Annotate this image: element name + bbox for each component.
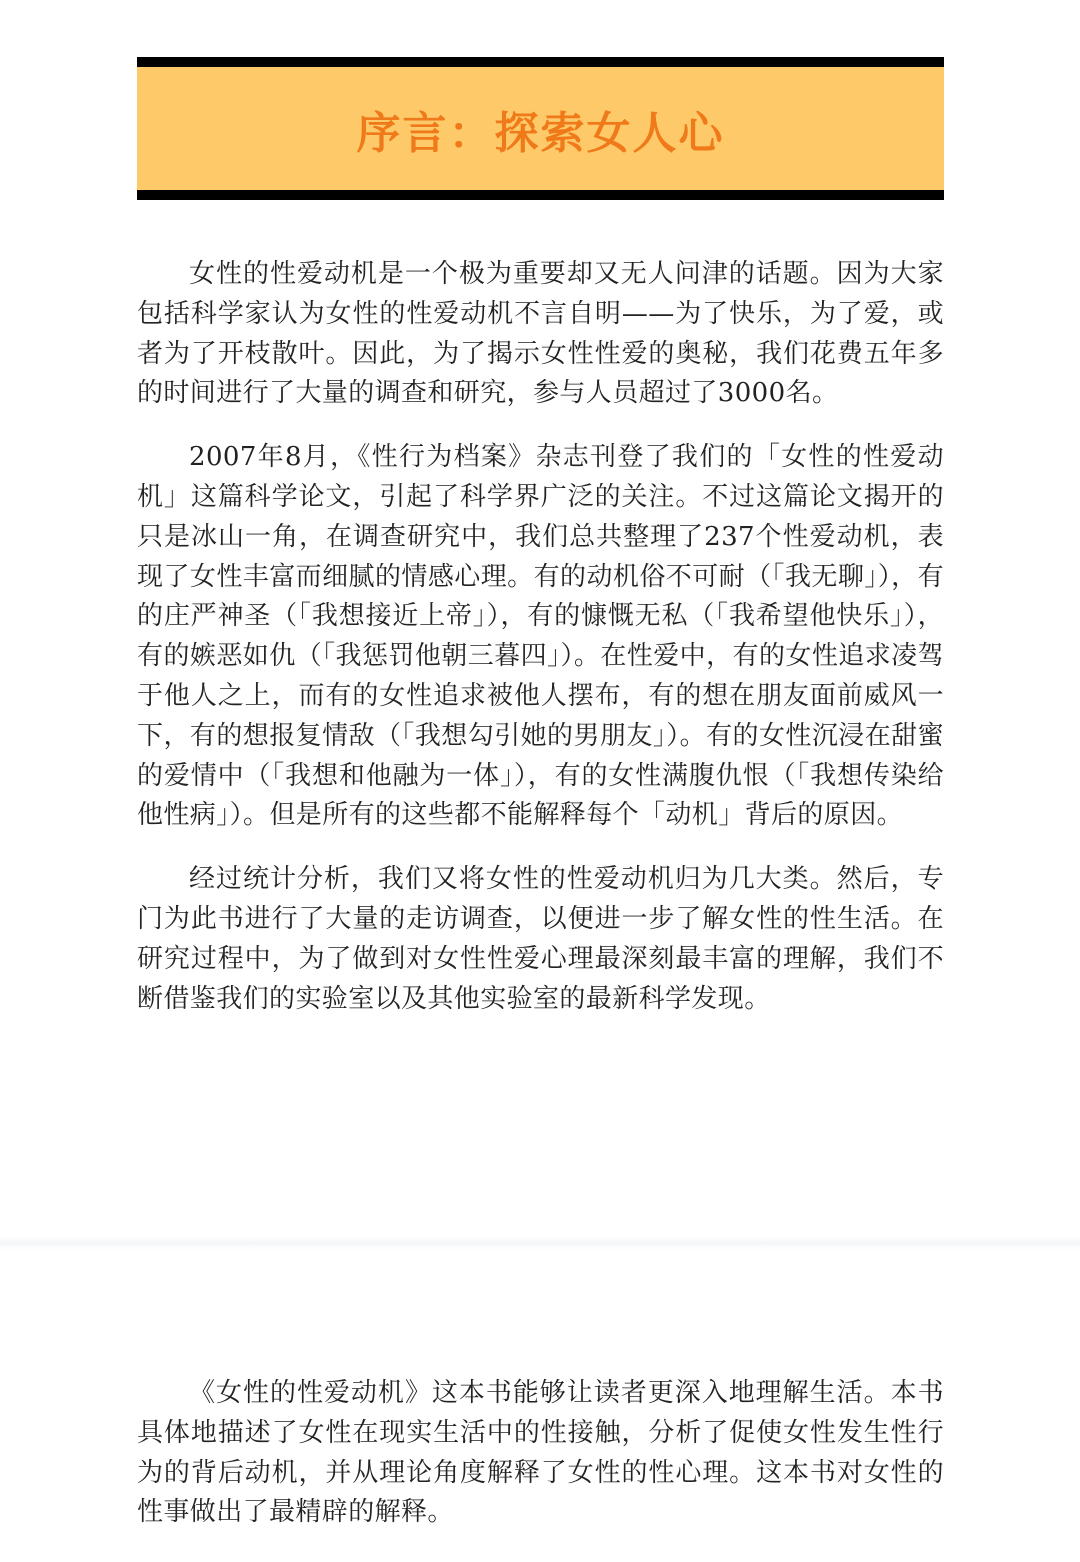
page-separator	[0, 1236, 1080, 1250]
page-two-body	[137, 1374, 944, 1557]
paragraph-4: 《女性的性爱动机》这本书能够让读者更深入地理解生活。本书具体地描述了女性在现实生活中的性接触，分析了促使女性发生性行为的背后动机，并从理论角度解释了女性的性心理。这本书对女性的性事做出了最精辟的解释。	[137, 1378, 944, 1528]
page-title: 序言：探索女人心	[356, 107, 725, 159]
paragraph-1: 女性的性爱动机是一个极为重要却又无人问津的话题。因为大家包括科学家认为女性的性爱动机不言自明——为了快乐，为了爱，或者为了开枝散叶。因此，为了揭示女性性爱的奥秘，我们花费五年多的时间进行了大量的调查和研究，参与人员超过了3000名。	[137, 259, 944, 409]
title-banner	[137, 57, 944, 200]
paragraph-3: 经过统计分析，我们又将女性的性爱动机归为几大类。然后，专门为此书进行了大量的走访调查，以便进一步了解女性的性生活。在研究过程中，为了做到对女性性爱心理最深刻最丰富的理解，我们不断借鉴我们的实验室以及其他实验室的最新科学发现。	[137, 864, 944, 1014]
page-one-body	[137, 255, 944, 1043]
paragraph-2: 2007年8月，《性行为档案》杂志刊登了我们的「女性的性爱动机」这篇科学论文，引起了科学界广泛的关注。不过这篇论文揭开的只是冰山一角，在调查研究中，我们总共整理了237个性爱动机，表现了女性丰富而细腻的情感心理。有的动机俗不可耐（「我无聊」），有的庄严神圣（「我想接近上帝」），有的慷慨无私（「我希望他快乐」），有的嫉恶如仇（「我惩罚他朝三暮四」）。在性爱中，有的女性追求凌驾于他人之上，而有的女性追求被他人摆布，有的想在朋友面前威风一下，有的想报复情敌（「我想勾引她的男朋友」）。有的女性沉浸在甜蜜的爱情中（「我想和他融为一体」），有的女性满腹仇恨（「我想传染给他性病」）。但是所有的这些都不能解释每个「动机」背后的原因。	[137, 442, 944, 831]
